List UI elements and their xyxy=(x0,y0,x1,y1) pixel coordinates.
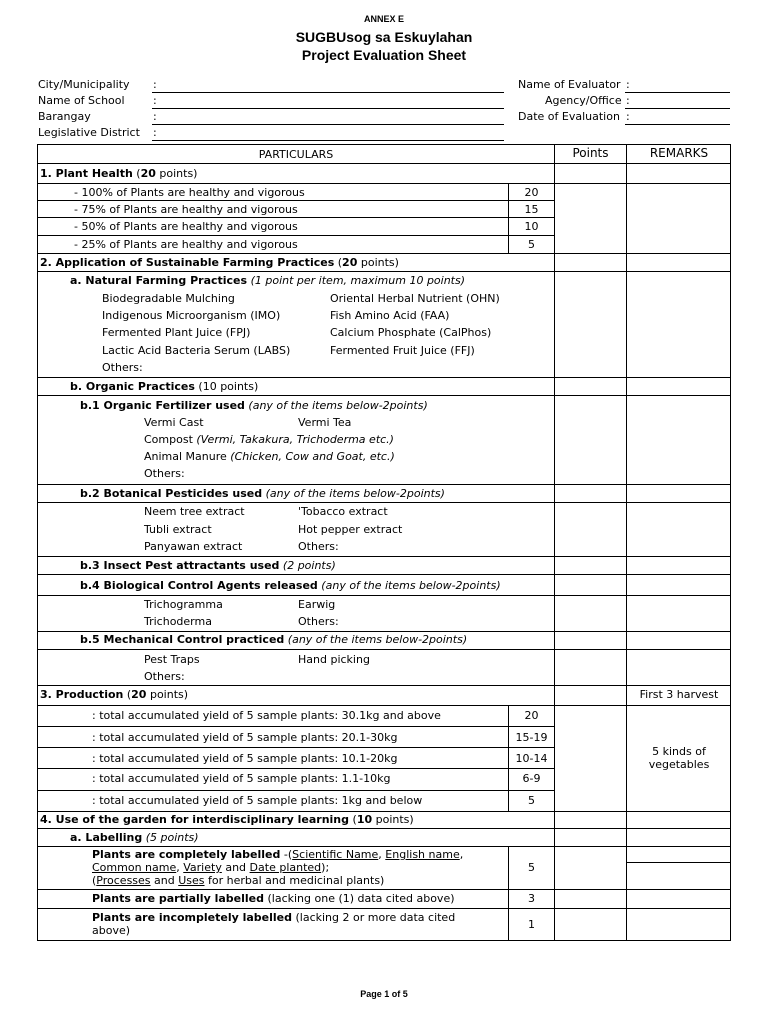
mechanical-others: Others: xyxy=(144,670,185,683)
labelling-complete-line1: Plants are completely labelled -(Scientific Name, English name, xyxy=(92,848,464,861)
barangay-label: Barangay xyxy=(38,110,91,123)
natural-farming-item: Lactic Acid Bacteria Serum (LABS) xyxy=(102,344,291,357)
fertilizer-others: Others: xyxy=(144,467,185,480)
section-plant-health-title: 1. Plant Health (20 points) xyxy=(40,167,198,180)
row-divider xyxy=(38,828,730,829)
row-divider xyxy=(38,705,730,706)
plant-health-item-4: - 25% of Plants are healthy and vigorous xyxy=(74,238,298,251)
document-title: SUGBUsog sa Eskuylahan xyxy=(295,29,473,45)
biological-agent-item: Earwig xyxy=(298,598,336,611)
plant-health-points-2: 15 xyxy=(524,203,539,216)
natural-farming-item: Fermented Fruit Juice (FFJ) xyxy=(330,344,475,357)
production-item-4: : total accumulated yield of 5 sample plants: 1.1-10kg xyxy=(92,772,391,785)
natural-farming-item: Indigenous Microorganism (IMO) xyxy=(102,309,281,322)
production-item-2: : total accumulated yield of 5 sample plants: 20.1-30kg xyxy=(92,731,398,744)
row-divider xyxy=(38,484,730,485)
row-divider xyxy=(38,271,730,272)
row-divider xyxy=(38,574,730,575)
natural-farming-title: a. Natural Farming Practices (1 point per item, maximum 10 points) xyxy=(70,274,466,287)
row-divider xyxy=(38,790,555,791)
legislative-district-label: Legislative District xyxy=(38,126,140,139)
row-divider xyxy=(38,908,730,909)
section-sustainable-farming-title: 2. Application of Sustainable Farming Practices (20 points) xyxy=(40,256,399,269)
barangay-field[interactable] xyxy=(152,124,504,125)
production-points-4: 6-9 xyxy=(522,772,541,785)
divider-points xyxy=(554,145,555,941)
colon: : xyxy=(626,94,630,107)
pesticide-others: Others: xyxy=(298,540,339,553)
biological-agent-item: Trichogramma xyxy=(144,598,223,611)
colon: : xyxy=(153,94,157,107)
production-points-5: 5 xyxy=(528,794,535,807)
labelling-partial-points: 3 xyxy=(528,892,535,905)
production-points-2: 15-19 xyxy=(515,731,548,744)
botanical-pesticides-title: b.2 Botanical Pesticides used (any of the items below-2points) xyxy=(80,487,445,500)
production-item-5: : total accumulated yield of 5 sample plants: 1kg and below xyxy=(92,794,423,807)
evaluation-table xyxy=(37,144,731,941)
production-points-3: 10-14 xyxy=(515,752,548,765)
evaluator-name-label: Name of Evaluator xyxy=(518,78,621,91)
labelling-complete-line3: (Processes and Uses for herbal and medicinal plants) xyxy=(92,874,385,887)
colon: : xyxy=(153,78,157,91)
natural-farming-item: Oriental Herbal Nutrient (OHN) xyxy=(330,292,500,305)
labelling-incomplete-line2: above) xyxy=(92,924,131,937)
colon: : xyxy=(153,126,157,139)
plant-health-points-3: 10 xyxy=(524,220,539,233)
row-divider xyxy=(38,200,555,201)
col-header-remarks: REMARKS xyxy=(649,146,709,160)
document-subtitle: Project Evaluation Sheet xyxy=(301,47,467,63)
page-number: Page 1 of 5 xyxy=(360,989,408,999)
production-remark-line2: vegetables xyxy=(648,758,710,771)
evaluation-date-field[interactable] xyxy=(625,124,730,125)
mechanical-item: Hand picking xyxy=(298,653,370,666)
plant-health-points-4: 5 xyxy=(528,238,535,251)
divider-remarks xyxy=(626,145,627,941)
labelling-incomplete-points: 1 xyxy=(528,918,535,931)
row-divider xyxy=(38,556,730,557)
labelling-complete-points: 5 xyxy=(528,861,535,874)
row-divider xyxy=(38,631,730,632)
biological-agent-others: Others: xyxy=(298,615,339,628)
row-divider xyxy=(38,502,730,503)
evaluator-name-field[interactable] xyxy=(625,92,730,93)
pesticide-item: Neem tree extract xyxy=(144,505,245,518)
legislative-district-field[interactable] xyxy=(152,140,504,141)
fertilizer-item: Animal Manure (Chicken, Cow and Goat, etc.) xyxy=(144,450,395,463)
labelling-complete-line2: Common name, Variety and Date planted); xyxy=(92,861,330,874)
agency-office-label: Agency/Office xyxy=(545,94,622,107)
labelling-partial: Plants are partially labelled (lacking one (1) data cited above) xyxy=(92,892,455,905)
colon: : xyxy=(626,78,630,91)
col-header-points: Points xyxy=(572,146,609,160)
mechanical-control-title: b.5 Mechanical Control practiced (any of the items below-2points) xyxy=(80,633,468,646)
fertilizer-item: Vermi Tea xyxy=(298,416,352,429)
evaluation-date-label: Date of Evaluation xyxy=(518,110,620,123)
divider xyxy=(508,790,509,811)
labelling-title: a. Labelling (5 points) xyxy=(70,831,199,844)
natural-farming-item: Biodegradable Mulching xyxy=(102,292,235,305)
colon: : xyxy=(153,110,157,123)
pesticide-item: 'Tobacco extract xyxy=(298,505,388,518)
row-divider xyxy=(38,377,730,378)
production-points-1: 20 xyxy=(524,709,539,722)
pesticide-item: Hot pepper extract xyxy=(298,523,403,536)
annex-label: ANNEX E xyxy=(363,14,404,24)
row-divider xyxy=(38,235,555,236)
row-divider xyxy=(38,649,730,650)
row-divider xyxy=(38,395,730,396)
row-divider xyxy=(38,253,730,254)
section-production-title: 3. Production (20 points) xyxy=(40,688,189,701)
biological-control-title: b.4 Biological Control Agents released (any of the items below-2points) xyxy=(80,579,501,592)
natural-farming-others: Others: xyxy=(102,361,143,374)
row-divider xyxy=(38,747,555,748)
natural-farming-item: Calcium Phosphate (CalPhos) xyxy=(330,326,492,339)
fertilizer-item: Compost (Vermi, Takakura, Trichoderma etc.) xyxy=(144,433,394,446)
row-divider xyxy=(38,217,555,218)
production-remark-harvest: First 3 harvest xyxy=(639,688,719,701)
section-interdisciplinary-title: 4. Use of the garden for interdisciplinary learning (10 points) xyxy=(40,813,414,826)
labelling-incomplete-line1: Plants are incompletely labelled (lacking 2 or more data cited xyxy=(92,911,456,924)
col-header-particulars: PARTICULARS xyxy=(258,148,334,161)
row-divider xyxy=(38,889,730,890)
organic-fertilizer-title: b.1 Organic Fertilizer used (any of the items below-2points) xyxy=(80,399,428,412)
agency-office-field[interactable] xyxy=(625,108,730,109)
row-divider xyxy=(38,595,730,596)
school-name-field[interactable] xyxy=(152,108,504,109)
production-remark-line1: 5 kinds of xyxy=(652,745,706,758)
row-divider xyxy=(38,768,555,769)
city-municipality-field[interactable] xyxy=(152,92,504,93)
plant-health-item-1: - 100% of Plants are healthy and vigorous xyxy=(74,186,305,199)
row-divider xyxy=(38,183,730,184)
pesticide-item: Panyawan extract xyxy=(144,540,243,553)
plant-health-item-2: - 75% of Plants are healthy and vigorous xyxy=(74,203,298,216)
organic-practices-title: b. Organic Practices (10 points) xyxy=(70,380,259,393)
colon: : xyxy=(626,110,630,123)
production-item-1: : total accumulated yield of 5 sample plants: 30.1kg and above xyxy=(92,709,441,722)
natural-farming-item: Fish Amino Acid (FAA) xyxy=(330,309,450,322)
natural-farming-item: Fermented Plant Juice (FPJ) xyxy=(102,326,251,339)
production-item-3: : total accumulated yield of 5 sample plants: 10.1-20kg xyxy=(92,752,398,765)
fertilizer-item: Vermi Cast xyxy=(144,416,204,429)
insect-pest-attractants-title: b.3 Insect Pest attractants used (2 points) xyxy=(80,559,336,572)
plant-health-item-3: - 50% of Plants are healthy and vigorous xyxy=(74,220,298,233)
city-municipality-label: City/Municipality xyxy=(38,78,130,91)
biological-agent-item: Trichoderma xyxy=(144,615,212,628)
row-divider xyxy=(627,862,731,863)
row-divider xyxy=(38,163,730,164)
school-name-label: Name of School xyxy=(38,94,125,107)
row-divider xyxy=(38,685,730,686)
mechanical-item: Pest Traps xyxy=(144,653,200,666)
row-divider xyxy=(38,811,730,812)
pesticide-item: Tubli extract xyxy=(144,523,212,536)
row-divider xyxy=(38,726,555,727)
plant-health-points-1: 20 xyxy=(524,186,539,199)
row-divider xyxy=(38,846,730,847)
